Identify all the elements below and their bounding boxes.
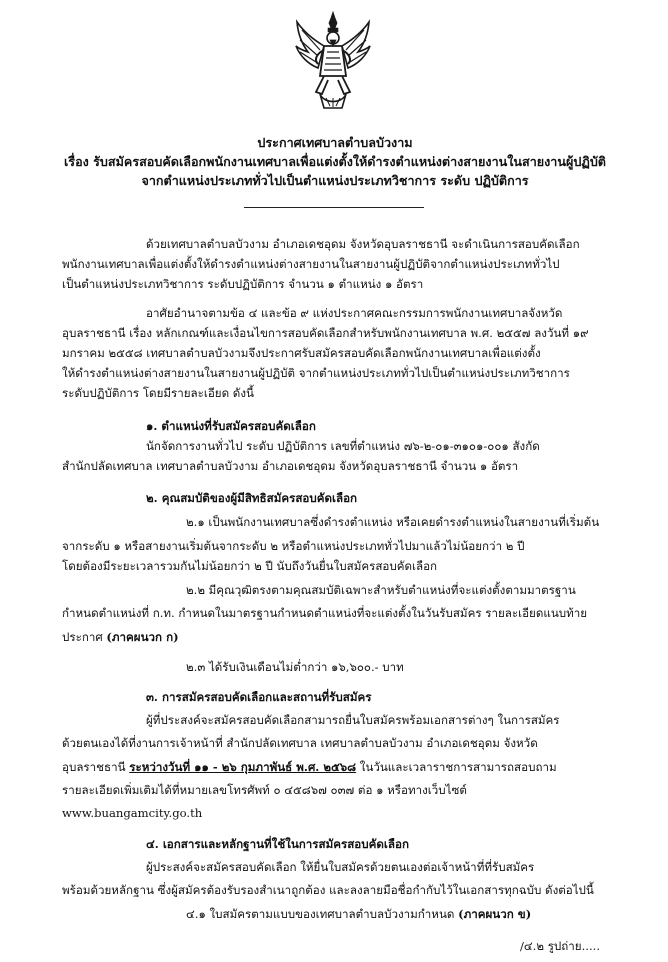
section2-item1-line1: ๒.๑ เป็นพนักงานเทศบาลซึ่งดำรงตำแหน่ง หรือเคยดำรงตำแหน่งในสายงานที่เริ่มต้น <box>186 515 600 529</box>
section4-line2: พร้อมด้วยหลักฐาน ซึ่งผู้สมัครต้องรับรองสำเนาถูกต้อง และลงลายมือชื่อกำกับไว้ในเอกสารทุกฉบับ ดังต่อไปนี้ <box>62 883 594 897</box>
garuda-emblem-icon <box>294 10 372 112</box>
subject-line-2: จากตำแหน่งประเภททั่วไปเป็นตำแหน่งประเภทวิชาการ ระดับ ปฏิบัติการ <box>141 173 529 188</box>
intro-p1-line3: เป็นตำแหน่งประเภทวิชาการ ระดับปฏิบัติการ จำนวน ๑ ตำแหน่ง ๑ อัตรา <box>62 277 424 291</box>
intro-p2-line2: อุบลราชธานี เรื่อง หลักเกณฑ์และเงื่อนไขการสอบคัดเลือกสำหรับพนักงานเทศบาล พ.ศ. ๒๕๕๗ ลงวันที่ ๑๙ <box>62 326 589 340</box>
section3-line1: ผู้ที่ประสงค์จะสมัครสอบคัดเลือกสามารถยื่นใบสมัครพร้อมเอกสารต่างๆ ในการสมัคร <box>146 713 560 727</box>
section1-heading: ๑. ตำแหน่งที่รับสมัครสอบคัดเลือก <box>146 419 316 433</box>
intro-p2-line1: อาศัยอำนาจตามข้อ ๔ และข้อ ๙ แห่งประกาศคณะกรรมการพนักงานเทศบาลจังหวัด <box>146 306 563 320</box>
section2-item2-line1: ๒.๒ มีคุณวุฒิตรงตามคุณสมบัติเฉพาะสำหรับตำแหน่งที่จะแต่งตั้งตามมาตรฐาน <box>186 583 576 597</box>
intro-p1-line1: ด้วยเทศบาลตำบลบัวงาม อำเภอเดชอุดม จังหวัดอุบลราชธานี จะดำเนินการสอบคัดเลือก <box>146 237 580 251</box>
section2-item2-line3 <box>62 627 179 647</box>
section4-item1-text: ๔.๑ ใบสมัครตามแบบของเทศบาลตำบลบัวงามกำหนด <box>186 907 455 921</box>
subject-line-1: เรื่อง รับสมัครสอบคัดเลือกพนักงานเทศบาลเพื่อแต่งตั้งให้ดำรงตำแหน่งต่างสายงานในสายงานผู้ปฏิบัติ <box>64 154 606 169</box>
announcement-header <box>40 133 630 190</box>
section2-heading: ๒. คุณสมบัติของผู้มีสิทธิสมัครสอบคัดเลือก <box>146 491 358 505</box>
intro-p1-line2: พนักงานเทศบาลเพื่อแต่งตั้งให้ดำรงตำแหน่งต่างสายงานในสายงานผู้ปฏิบัติจากตำแหน่งประเภททั่วไป <box>62 257 560 271</box>
section3-line2: ด้วยตนเองได้ที่งานการเจ้าหน้าที่ สำนักปลัดเทศบาล เทศบาลตำบลบัวงาม อำเภอเดชอุดม จังหวัด <box>62 736 538 750</box>
section3-line4: รายละเอียดเพิ่มเติมได้ที่หมายเลขโทรศัพท์ ๐ ๔๕๘๖๗ ๐๓๗ ต่อ ๑ หรือทางเว็บไซต์ <box>62 783 467 797</box>
section3-line3-post: ในวันและเวลาราชการสามารถสอบถาม <box>356 760 557 774</box>
header-divider <box>244 207 424 208</box>
section2-item2-line2: กำหนดตำแหน่งที่ ก.ท. กำหนดในมาตรฐานกำหนดตำแหน่งที่จะแต่งตั้งในวันรับสมัคร รายละเอียดแนบท้าย <box>62 606 588 620</box>
section2-item2-line3-text: ประกาศ <box>62 630 103 644</box>
section4-line1: ผู้ประสงค์จะสมัครสอบคัดเลือก ให้ยื่นใบสมัครด้วยตนเองต่อเจ้าหน้าที่ที่รับสมัคร <box>146 860 535 874</box>
announcement-title: ประกาศเทศบาลตำบลบัวงาม <box>257 135 413 150</box>
website-url: www.buangamcity.go.th <box>62 806 203 820</box>
intro-p2-line5: ระดับปฏิบัติการ โดยมีรายละเอียด ดังนี้ <box>62 386 254 400</box>
section3-line3 <box>62 757 557 777</box>
appendix-a-label: (ภาคผนวก ก) <box>106 630 179 644</box>
application-period: ระหว่างวันที่ ๑๑ - ๒๖ กุมภาพันธ์ พ.ศ. ๒๕๖๘ <box>129 760 357 774</box>
section1-line2: สำนักปลัดเทศบาล เทศบาลตำบลบัวงาม อำเภอเดชอุดม จังหวัดอุบลราชธานี จำนวน ๑ อัตรา <box>62 459 519 473</box>
section3-line3-pre: อุบลราชธานี <box>62 760 126 774</box>
appendix-b-label: (ภาคผนวก ข) <box>458 907 532 921</box>
section2-item1-line3: โดยต้องมีระยะเวลารวมกันไม่น้อยกว่า ๒ ปี นับถึงวันยื่นใบสมัครสอบคัดเลือก <box>62 559 438 573</box>
section2-item1-line2: จากระดับ ๑ หรือสายงานเริ่มต้นจากระดับ ๒ หรือตำแหน่งประเภททั่วไปมาแล้วไม่น้อยกว่า ๒ ปี <box>62 539 525 553</box>
continuation-note: /๔.๒ รูปถ่าย..... <box>520 939 601 953</box>
section1-line1: นักจัดการงานทั่วไป ระดับ ปฏิบัติการ เลขที่ตำแหน่ง ๗๖-๒-๐๑-๓๑๐๑-๐๐๑ สังกัด <box>146 439 540 453</box>
section4-item1 <box>186 904 531 924</box>
intro-p2-line3: มกราคม ๒๕๕๘ เทศบาลตำบลบัวงามจึงประกาศรับสมัครสอบคัดเลือกพนักงานเทศบาลเพื่อแต่งตั้ง <box>62 346 541 360</box>
intro-p2-line4: ให้ดำรงตำแหน่งต่างสายงานในสายงานผู้ปฏิบัติ จากตำแหน่งประเภททั่วไปเป็นตำแหน่งประเภทวิชาการ <box>62 366 570 380</box>
section3-heading: ๓. การสมัครสอบคัดเลือกและสถานที่รับสมัคร <box>146 690 372 704</box>
section4-heading: ๔. เอกสารและหลักฐานที่ใช้ในการสมัครสอบคัดเลือก <box>146 837 409 851</box>
section2-item3: ๒.๓ ได้รับเงินเดือนไม่ต่ำกว่า ๑๖,๖๐๐.- บาท <box>186 660 404 674</box>
